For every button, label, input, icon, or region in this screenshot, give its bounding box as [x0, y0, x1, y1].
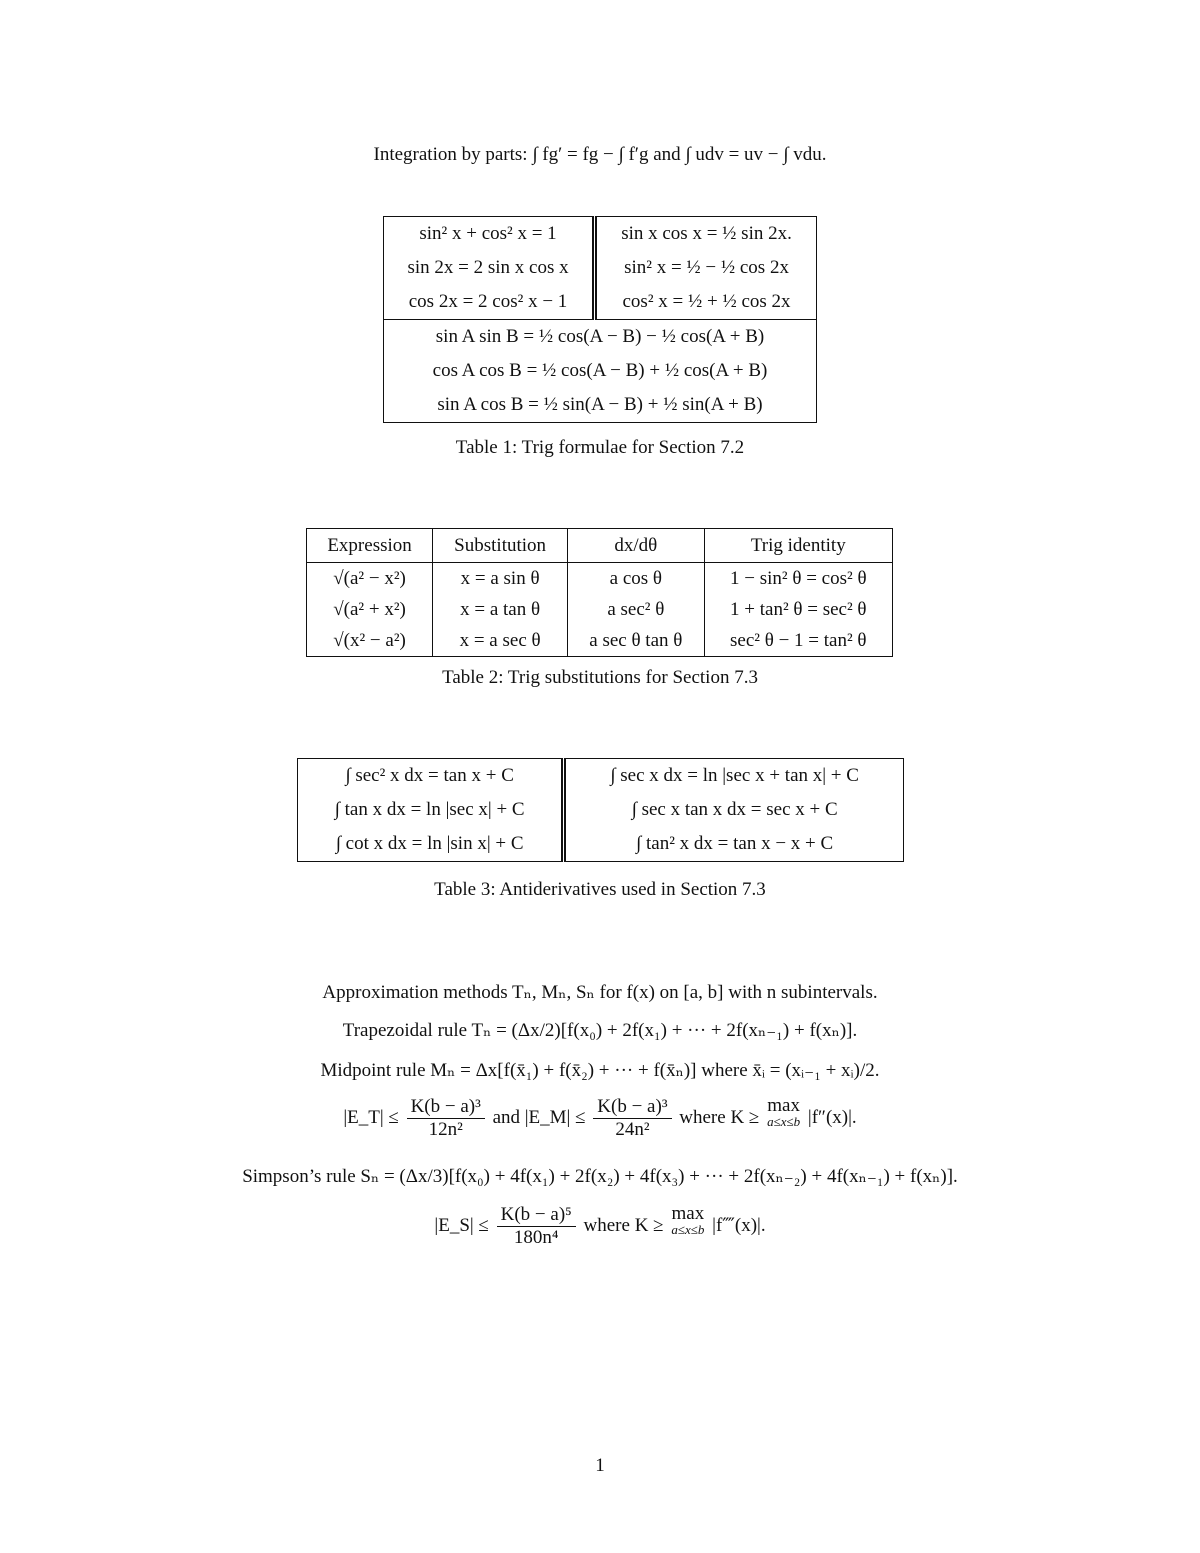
em-denominator: 24n²	[615, 1119, 650, 1140]
and-word: and	[492, 1106, 520, 1128]
table-row	[307, 594, 893, 625]
max-label: max	[767, 1095, 800, 1116]
error-bound-trapezoid-midpoint	[0, 1096, 1200, 1141]
table-row	[307, 563, 893, 595]
where-k: where K ≥	[583, 1214, 664, 1236]
antiderivatives-table	[297, 758, 904, 862]
midpoint-rule: Midpoint rule Mₙ = Δx[f(x̄₁) + f(x̄₂) + ··· + f(x̄ₙ)] where x̄ᵢ = (xᵢ₋₁ + xᵢ)/2.	[320, 1060, 880, 1081]
fourth-derivative: |f⁗(x)|.	[712, 1214, 766, 1236]
table-row	[384, 388, 817, 423]
max-label: max	[671, 1203, 705, 1224]
em-fraction	[593, 1096, 671, 1141]
approximation-intro: Approximation methods Tₙ, Mₙ, Sₙ for f(x) on [a, b] with n subintervals.	[322, 982, 878, 1003]
table-row	[384, 285, 817, 320]
es-fraction	[497, 1204, 576, 1249]
table-cell: cos 2x = 2 cos² x − 1	[384, 285, 595, 320]
table-row	[384, 320, 817, 355]
table-cell: sin² x + cos² x = 1	[384, 217, 595, 252]
table-cell: x = a tan θ	[433, 594, 568, 625]
trig-formulae-table	[383, 216, 817, 423]
table-cell: ∫ sec x dx = ln |sec x + tan x| + C	[610, 765, 859, 786]
table-cell: ∫ sec x tan x dx = sec x + C	[631, 799, 838, 820]
table-cell: √(a² + x²)	[307, 594, 433, 625]
table-cell: 1 + tan² θ = sec² θ	[730, 598, 867, 620]
es-lhs: |E_S| ≤	[434, 1214, 489, 1236]
integration-by-parts: Integration by parts: ∫ fg′ = fg − ∫ f′g and ∫ udv = uv − ∫ vdu.	[373, 144, 827, 165]
table-row	[384, 217, 817, 252]
table-cell: sin² x = ½ − ½ cos 2x	[624, 257, 789, 278]
em-numerator: K(b − a)³	[593, 1096, 671, 1119]
table-cell: sin A sin B = ½ cos(A − B) − ½ cos(A + B)	[384, 320, 817, 355]
es-denominator: 180n⁴	[513, 1227, 559, 1248]
table-cell: sec² θ − 1 = tan² θ	[730, 629, 867, 651]
table-cell: a cos θ	[568, 563, 704, 595]
table-cell: 1 − sin² θ = cos² θ	[730, 567, 867, 589]
et-fraction	[407, 1096, 485, 1141]
max-subscript: a≤x≤b	[671, 1222, 705, 1237]
column-header: Substitution	[433, 529, 568, 563]
table-cell: sin A cos B = ½ sin(A − B) + ½ sin(A + B)	[437, 394, 763, 415]
table-cell: a sec² θ	[568, 594, 704, 625]
table-cell: sin 2x = 2 sin x cos x	[384, 251, 595, 285]
et-denominator: 12n²	[428, 1119, 463, 1140]
table-row	[298, 827, 904, 862]
et-numerator: K(b − a)³	[407, 1096, 485, 1119]
table-row	[384, 251, 817, 285]
table-row	[298, 759, 904, 794]
table-cell: cos² x = ½ + ½ cos 2x	[622, 291, 791, 312]
table-cell: a sec θ tan θ	[568, 625, 704, 657]
table3-caption: Table 3: Antiderivatives used in Section 7.3	[434, 879, 766, 900]
max-subscript: a≤x≤b	[767, 1114, 801, 1129]
table-row	[384, 354, 817, 388]
em-lhs: |E_M| ≤	[524, 1106, 586, 1128]
table-cell: ∫ cot x dx = ln |sin x| + C	[298, 827, 564, 862]
where-k: where K ≥	[679, 1106, 760, 1128]
et-lhs: |E_T| ≤	[343, 1106, 399, 1128]
table-cell: √(a² − x²)	[307, 563, 433, 595]
max-operator	[767, 1096, 800, 1128]
es-numerator: K(b − a)⁵	[497, 1204, 576, 1227]
table-row	[298, 793, 904, 827]
second-derivative: |f″(x)|.	[807, 1106, 857, 1128]
table-cell: sin x cos x = ½ sin 2x.	[621, 223, 792, 244]
table2-caption: Table 2: Trig substitutions for Section 7.3	[442, 667, 758, 688]
table1-caption: Table 1: Trig formulae for Section 7.2	[455, 437, 745, 458]
table-cell: cos A cos B = ½ cos(A − B) + ½ cos(A + B)	[432, 360, 768, 381]
table-cell: x = a sin θ	[433, 563, 568, 595]
table-cell: x = a sec θ	[433, 625, 568, 657]
column-header: Trig identity	[704, 529, 892, 563]
trig-substitutions-table	[306, 528, 893, 657]
max-operator	[671, 1204, 704, 1236]
table-cell: ∫ sec² x dx = tan x + C	[298, 759, 564, 794]
column-header: dx/dθ	[568, 529, 704, 563]
column-header: Expression	[307, 529, 433, 563]
page-number: 1	[595, 1455, 605, 1476]
table-cell: √(x² − a²)	[307, 625, 433, 657]
error-bound-simpson	[0, 1204, 1200, 1249]
table-cell: ∫ tan x dx = ln |sec x| + C	[298, 793, 564, 827]
table-header-row	[307, 529, 893, 563]
table-cell: ∫ tan² x dx = tan x − x + C	[636, 833, 834, 854]
table-row	[307, 625, 893, 657]
simpsons-rule: Simpson’s rule Sₙ = (Δx/3)[f(x₀) + 4f(x₁) + 2f(x₂) + 4f(x₃) + ··· + 2f(xₙ₋₂) + 4f(xₙ₋₁) + f(xₙ)].	[242, 1166, 958, 1187]
trapezoidal-rule: Trapezoidal rule Tₙ = (Δx/2)[f(x₀) + 2f(x₁) + ··· + 2f(xₙ₋₁) + f(xₙ)].	[342, 1020, 858, 1041]
